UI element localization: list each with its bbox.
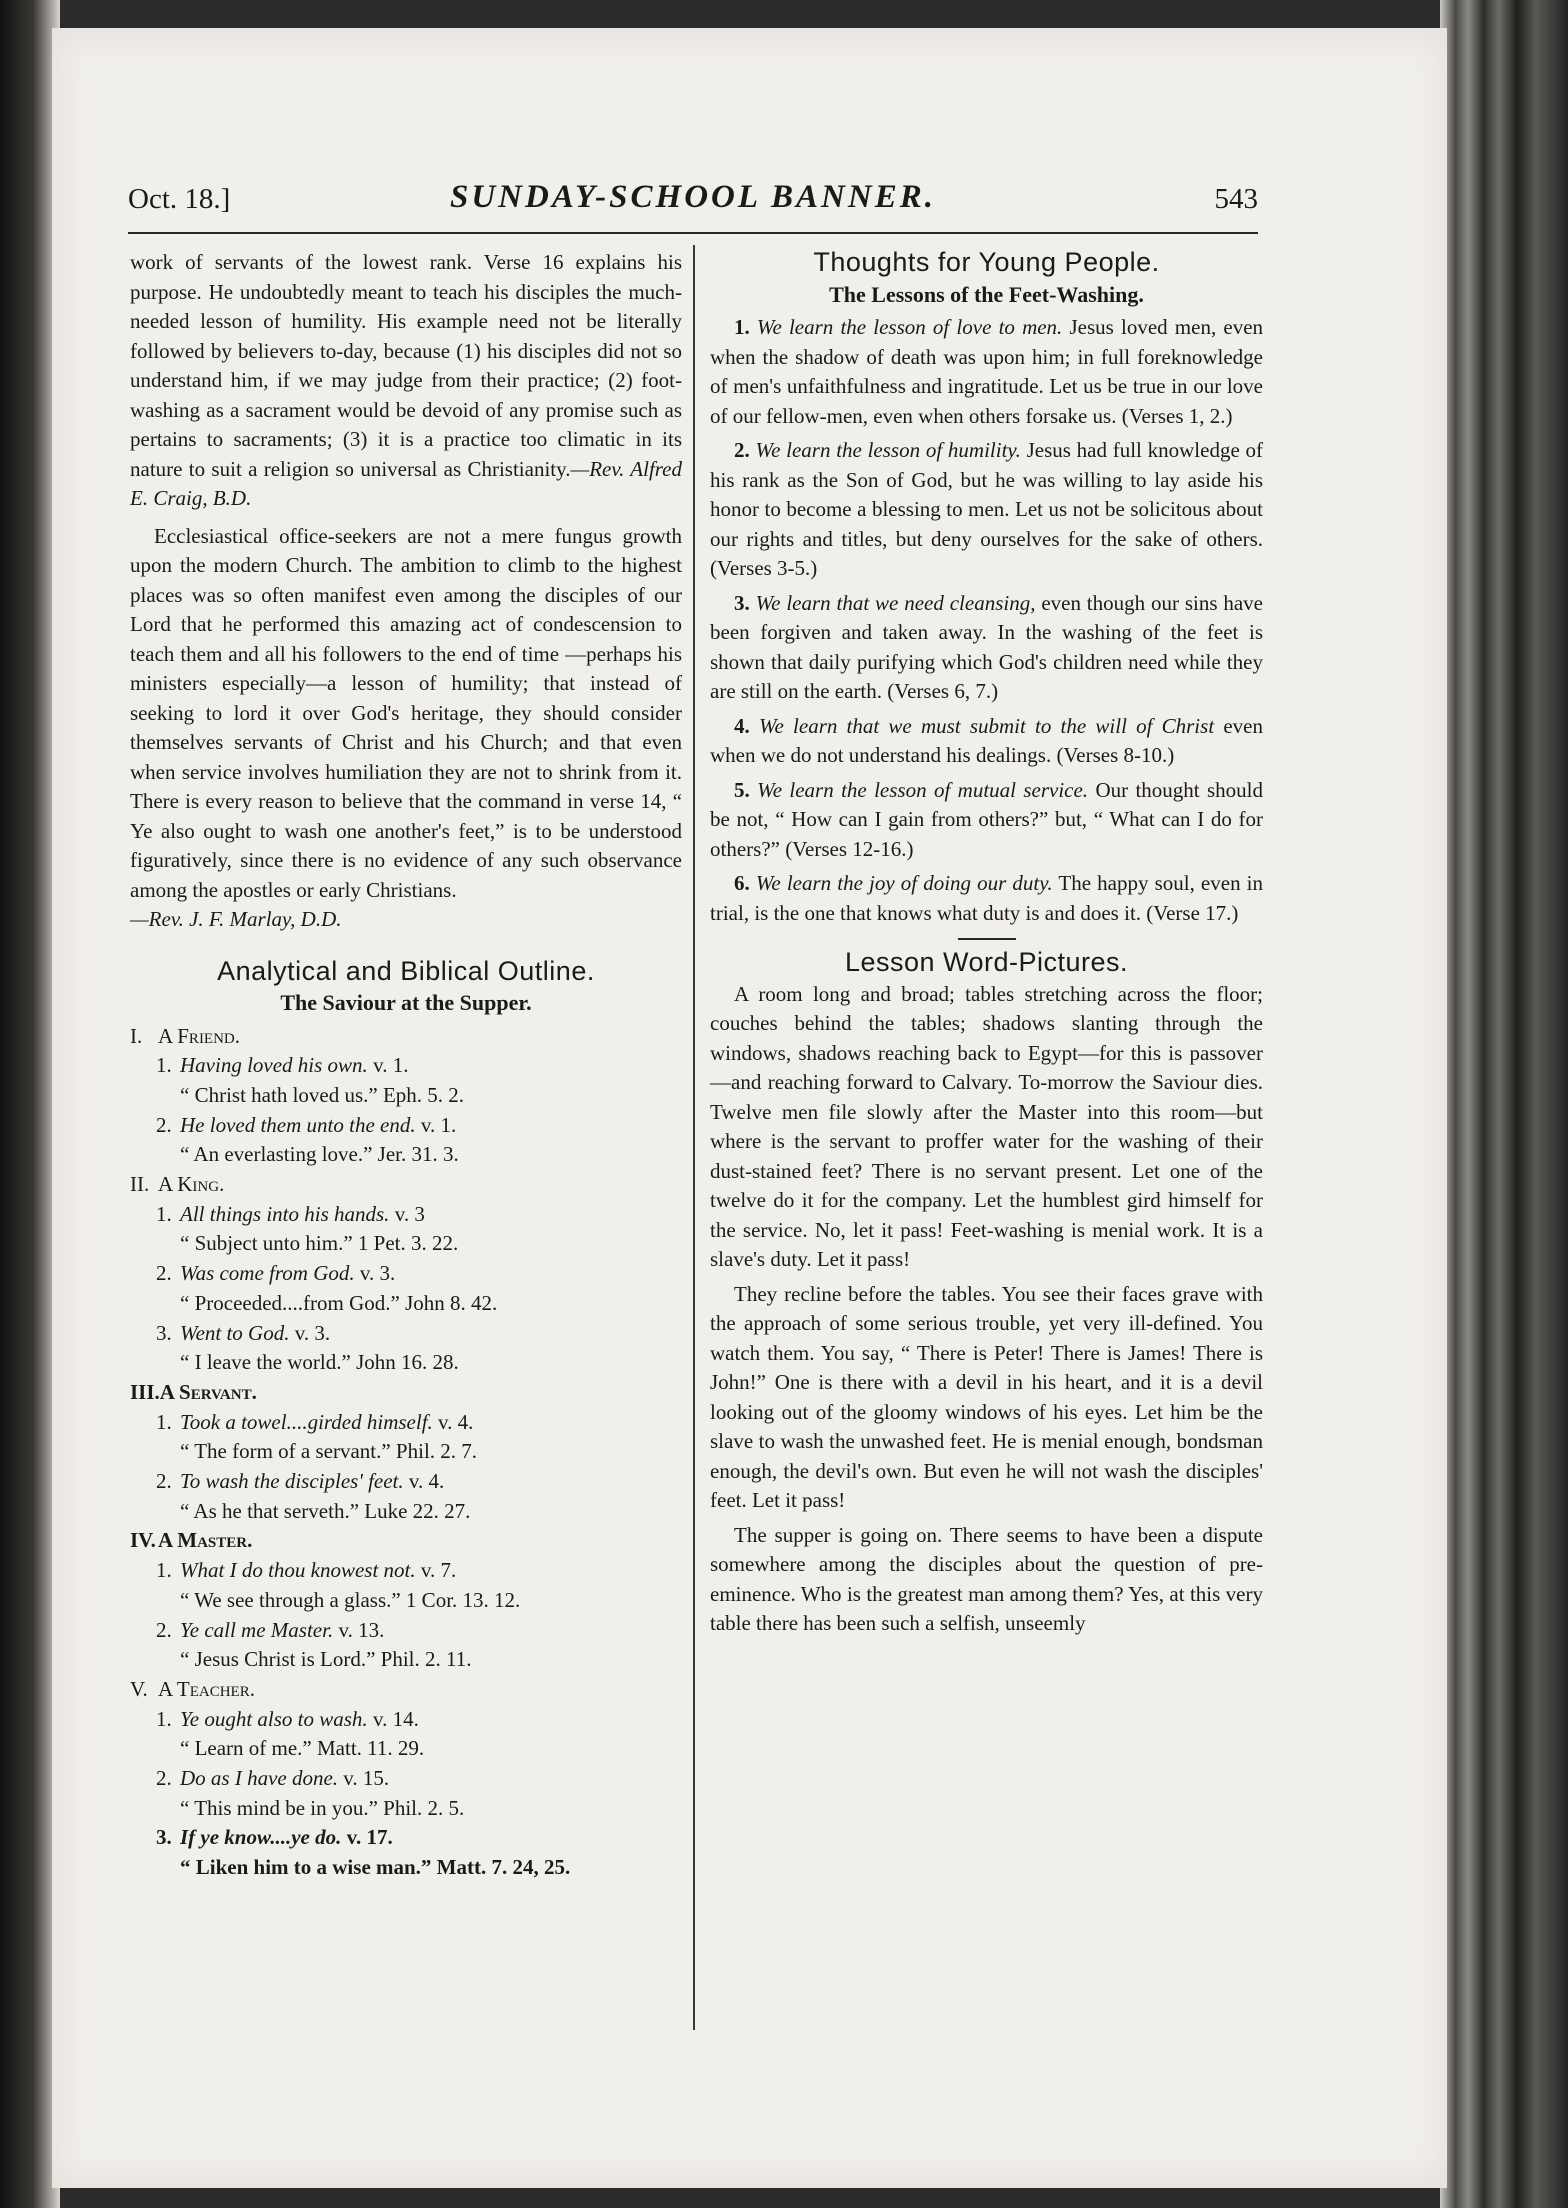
- outline-quote: “ Jesus Christ is Lord.” Phil. 2. 11.: [180, 1647, 472, 1672]
- outline-item: 2. He loved them unto the end. v. 1.: [156, 1112, 457, 1137]
- thought-item: 2. We learn the lesson of humility. Jesus had full knowledge of his rank as the Son of God, but he was willing to lay aside his honor to become a blessing to men. Let us not be solicitous about our rights and titles, but deny ourselves for the sake of others. (Verses 3-5.): [710, 438, 1263, 580]
- right-column: [710, 248, 1263, 1644]
- header-title: SUNDAY-SCHOOL BANNER.: [450, 179, 936, 215]
- outline-item: 1. Took a towel....girded himself. v. 4.: [156, 1409, 474, 1434]
- outline-list: [130, 1022, 682, 1883]
- outline-subtitle: The Saviour at the Supper.: [280, 990, 532, 1015]
- thought-item: 4. We learn that we must submit to the will of Christ even when we do not understand his dealings. (Verses 8-10.): [710, 713, 1264, 767]
- thoughts-title: Thoughts for Young People.: [813, 247, 1160, 277]
- outline-quote: “ The form of a servant.” Phil. 2. 7.: [180, 1439, 478, 1464]
- outline-quote: “ This mind be in you.” Phil. 2. 5.: [180, 1795, 465, 1820]
- outline-item: 3. Went to God. v. 3.: [156, 1320, 331, 1345]
- signature: —Rev. J. F. Marlay, D.D.: [130, 907, 342, 931]
- signature: —Rev. Alfred E. Craig, B.D.: [130, 456, 682, 510]
- page-number: 543: [1214, 183, 1258, 215]
- outline-quote: “ Subject unto him.” 1 Pet. 3. 22.: [180, 1231, 459, 1256]
- header-rule: [128, 232, 1258, 234]
- running-header: [128, 179, 1258, 233]
- commentary-paragraph: Ecclesiastical office-seekers are not a mere fungus growth upon the modern Church. The ambition to climb to the highest places was so often manifest even among the disciples of our Lord that he performed this amazing act of condescension to teach them and all his followers to the end of time —perhaps his ministers especially—a lesson of humility; that instead of seeking to lord it over God's heritage, they should consider themselves servants of Christ and his Church; and that even when service involves humiliation they are not to shrink from it. There is every reason to believe that the command in verse 14, “ Ye also ought to wash one another's feet,” is to be understood figuratively, since there is no evidence of any such observance among the apostles or early Christians. —Rev. J. F. Marlay, D.D.: [130, 523, 682, 931]
- commentary-paragraph: work of servants of the lowest rank. Verse 16 explains his purpose. He undoubtedly meant to teach his disciples the much-needed lesson of humility. His example need not be literally followed by believers to-day, because (1) his disciples did not so understand him, if we may judge from their practice; (2) foot-washing as a sacrament would be devoid of any promise such as pertains to sacraments; (3) it is a practice too climatic in its nature to suit a religion so universal as Christianity.—Rev. Alfred E. Craig, B.D.: [130, 250, 682, 510]
- thought-item: 5. We learn the lesson of mutual service. Our thought should be not, “ How can I gain from others?” but, “ What can I do for others?” (Verses 12-16.): [710, 777, 1264, 861]
- word-picture-paragraph: They recline before the tables. You see their faces grave with the approach of some serious trouble, yet very ill-defined. You watch them. You say, “ There is Peter! There is James! There is John!” One is there with a devil in his heart, and it is a devil looking out of the gloomy windows of his eyes. Let him be the slave to wash the unwashed feet. He is menial enough, bondsman enough, the devil's own. But even he will not wash the disciples' feet. Let it pass!: [710, 1281, 1263, 1512]
- outline-quote: “ Liken him to a wise man.” Matt. 7. 24, 25.: [180, 1855, 571, 1880]
- thoughts-subtitle: The Lessons of the Feet-Washing.: [829, 281, 1144, 307]
- outline-quote: “ As he that serveth.” Luke 22. 27.: [180, 1498, 471, 1523]
- left-column: [130, 248, 682, 1883]
- outline-item: 2. Ye call me Master. v. 13.: [156, 1617, 385, 1642]
- book-left-edge: [0, 0, 60, 2208]
- outline-quote: “ An everlasting love.” Jer. 31. 3.: [180, 1142, 459, 1167]
- outline-heading: IV. A Master.: [130, 1528, 253, 1553]
- outline-item: 2. Do as I have done. v. 15.: [156, 1766, 390, 1791]
- outline-quote: “ Learn of me.” Matt. 11. 29.: [180, 1736, 425, 1761]
- outline-quote: “ Christ hath loved us.” Eph. 5. 2.: [180, 1082, 465, 1107]
- thought-item: 1. We learn the lesson of love to men. Jesus loved men, even when the shadow of death was upon him; in full foreknowledge of men's unfaithfulness and ingratitude. Let us be true in our love of our fellow-men, even when others forsake us. (Verses 1, 2.): [710, 315, 1264, 428]
- outline-item: 2. To wash the disciples' feet. v. 4.: [156, 1469, 445, 1494]
- outline-heading: III.A Servant.: [130, 1379, 257, 1404]
- outline-item: 1. All things into his hands. v. 3: [156, 1201, 425, 1226]
- header-date: Oct. 18.]: [128, 183, 231, 215]
- outline-item: 1. Ye ought also to wash. v. 14.: [156, 1706, 419, 1731]
- outline-quote: “ I leave the world.” John 16. 28.: [180, 1350, 459, 1375]
- word-pictures-title: Lesson Word-Pictures.: [844, 947, 1129, 977]
- book-right-binding: [1440, 0, 1568, 2208]
- outline-title: Analytical and Biblical Outline.: [217, 955, 595, 986]
- outline-item: 1. Having loved his own. v. 1.: [156, 1053, 409, 1078]
- outline-quote: “ Proceeded....from God.” John 8. 42.: [180, 1290, 498, 1315]
- section-divider: [958, 938, 1016, 940]
- column-rule: [693, 245, 695, 2030]
- word-picture-paragraph: The supper is going on. There seems to have been a dispute somewhere among the disciples about the question of pre-eminence. Who is the greatest man among them? Yes, at this very table there has been such a selfish, unseemly: [710, 1522, 1263, 1635]
- thought-item: 3. We learn that we need cleansing, even though our sins have been forgiven and taken away. In the washing of the feet is shown that daily purifying which God's children need while they are still on the earth. (Verses 6, 7.): [710, 590, 1264, 703]
- outline-item: 2. Was come from God. v. 3.: [156, 1261, 396, 1286]
- outline-heading: V. A Teacher.: [130, 1676, 255, 1701]
- outline-quote: “ We see through a glass.” 1 Cor. 13. 12.: [180, 1587, 521, 1612]
- outline-item: 1. What I do thou knowest not. v. 7.: [156, 1558, 457, 1583]
- word-picture-paragraph: A room long and broad; tables stretching across the floor; couches behind the tables; shadows slanting through the windows, shadows reaching back to Egypt—for this is passover—and reaching forward to Calvary. To-morrow the Saviour dies. Twelve men file slowly after the Master into this room—but where is the servant to proffer water for the washing of their dust-stained feet? There is no servant present. Let one of the twelve do it for the company. Let the humblest gird himself for the service. No, let it pass! Feet-washing is menial work. It is a slave's duty. Let it pass!: [710, 981, 1263, 1271]
- outline-heading: I. A Friend.: [130, 1023, 241, 1048]
- thought-item: 6. We learn the joy of doing our duty. The happy soul, even in trial, is the one that knows what duty is and does it. (Verse 17.): [710, 871, 1264, 925]
- outline-item: 3. If ye know....ye do. v. 17.: [156, 1825, 393, 1850]
- outline-heading: II. A King.: [130, 1172, 225, 1197]
